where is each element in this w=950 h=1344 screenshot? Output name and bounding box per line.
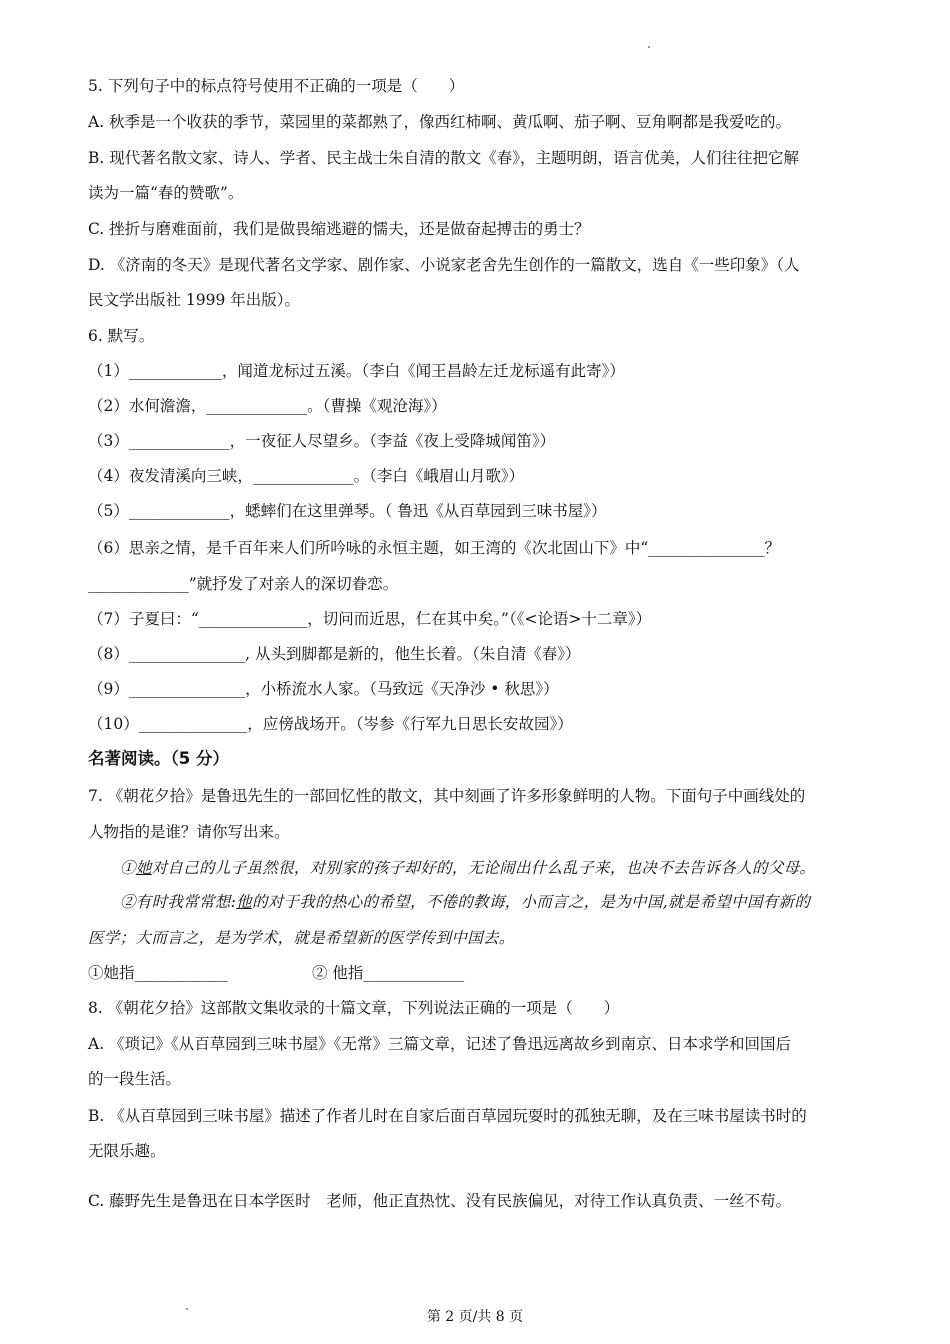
q7-sentence-1	[120, 858, 815, 878]
q7-stem-line2: 人物指的是谁？请你写出来。	[88, 823, 290, 841]
q8-option-c: C. 藤野先生是鲁迅在日本学医时 老师，他正直热忱、没有民族偏见，对待工作认真负责、一丝不苟。	[88, 1192, 792, 1210]
q6-item: （8）_______________, 从头到脚都是新的，他生长着。（朱自清《春》）	[88, 645, 581, 663]
q7-sentence-2-continued: 医学；大而言之，是为学术，就是希望新的医学传到中国去。	[88, 929, 515, 947]
q7-sentence-2	[120, 892, 810, 912]
q8-option-b-line1: B. 《从百草园到三味书屋》描述了作者儿时在自家后面百草园玩耍时的孤独无聊，及在三味书屋读书时的	[88, 1107, 807, 1125]
q5-option-d-line2: 民文学出版社 1999 年出版）。	[88, 291, 301, 309]
q7-underlined-pronoun-she: 她	[135, 859, 152, 877]
scan-speck-top	[648, 46, 650, 48]
section-heading: 名著阅读。（5 分）	[88, 749, 229, 768]
q6-item: （3）_____________，一夜征人尽望乡。（李益《夜上受降城闻笛》）	[88, 432, 556, 450]
q7-answer-2: ② 他指_____________	[312, 964, 465, 982]
q6-item: （4）夜发清溪向三峡，_____________。（李白《峨眉山月歌》）	[88, 467, 525, 485]
q7-sentence-1-text: 对自己的儿子虽然很，对别家的孩子却好的，无论闹出什么乱子来，也决不去告诉各人的父母。	[151, 859, 816, 877]
q7-sentence-2-prefix: ②有时我常常想:	[120, 893, 237, 911]
q8-option-a-line2: 的一段生活。	[88, 1070, 182, 1088]
q7-sentence-1-number: ①	[120, 859, 136, 877]
q5-stem: 5. 下列句子中的标点符号使用不正确的一项是（ ）	[88, 77, 465, 95]
q6-item: （9）_______________，小桥流水人家。（马致远《天净沙 • 秋思》）	[88, 680, 559, 698]
q6-item: （5）_____________，蟋蟀们在这里弹琴。（ 鲁迅《从百草园到三味书屋》）	[88, 502, 607, 520]
q6-item: （2）水何澹澹，_____________。（曹操《观沧海》）	[88, 397, 447, 415]
q7-stem-line1: 7. 《朝花夕拾》是鲁迅先生的一部回忆性的散文，其中刻画了许多形象鲜明的人物。下面句子中画线处的	[88, 787, 806, 805]
q5-option-b-line2: 读为一篇“春的赞歌”。	[88, 184, 244, 202]
q5-option-d-line1: D. 《济南的冬天》是现代著名文学家、剧作家、小说家老舍先生创作的一篇散文，选自《一些印象》（人	[88, 256, 800, 274]
q6-item: （6）思亲之情，是千百年来人们所吟咏的永恒主题，如王湾的《次北固山下》中“_______________？	[88, 539, 781, 557]
q6-item: _____________”就抒发了对亲人的深切眷恋。	[88, 575, 399, 593]
q6-item: （7）子夏曰：“______________，切问而近思，仁在其中矣。”（《<论语>十二章》）	[88, 610, 652, 628]
q5-option-c: C. 挫折与磨难面前，我们是做畏缩逃避的懦夫，还是做奋起搏击的勇士？	[88, 220, 590, 238]
q8-option-b-line2: 无限乐趣。	[88, 1142, 166, 1160]
page-number: 第 2 页/共 8 页	[426, 1309, 524, 1325]
q6-item: （1）____________，闻道龙标过五溪。（李白《闻王昌龄左迁龙标遥有此寄》）	[88, 362, 625, 380]
q7-underlined-pronoun-he: 他	[236, 893, 252, 911]
q5-option-a: A. 秋季是一个收获的季节，菜园里的菜都熟了，像西红柿啊、黄瓜啊、茄子啊、豆角啊都是我爱吃的。	[88, 113, 792, 131]
q8-option-a-line1: A. 《琐记》《从百草园到三味书屋》《无常》三篇文章，记述了鲁迅远离故乡到南京、日本求学和回国后	[88, 1035, 792, 1053]
q6-stem: 6. 默写。	[88, 327, 155, 345]
q6-item: （10）______________，应傍战场开。（岑参《行军九日思长安故园》）	[88, 715, 573, 733]
q8-stem: 8. 《朝花夕拾》这部散文集收录的十篇文章，下列说法正确的一项是（ ）	[88, 999, 620, 1017]
q7-sentence-2-text: 的对于我的热心的希望，不倦的教诲，小而言之，是为中国,就是希望中国有新的	[251, 893, 811, 911]
q7-answer-1: ①她指____________	[88, 964, 228, 982]
q5-option-b-line1: B. 现代著名散文家、诗人、学者、民主战士朱自清的散文《春》，主题明朗，语言优美，人们往往把它解	[88, 149, 799, 167]
